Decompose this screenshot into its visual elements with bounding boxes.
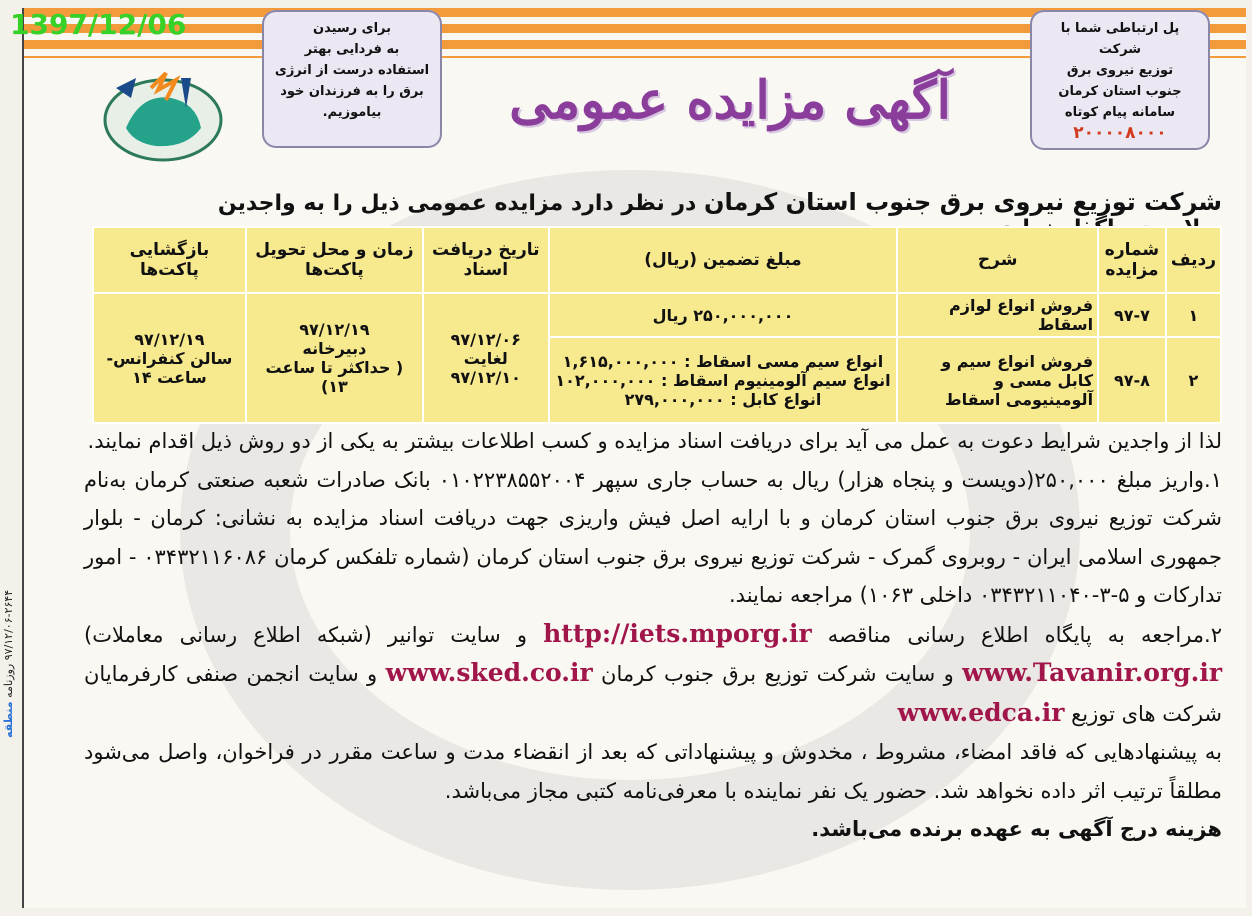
receive-date-line: لغایت	[463, 348, 508, 368]
paragraph: لذا از واجدین شرایط دعوت به عمل می آید برای دریافت اسناد مزایده و کسب اطلاعات بیشتر به یکی از دو روش ذیل اقدام نمایند.	[87, 429, 1222, 453]
iets-link[interactable]: http://iets.mporg.ir	[543, 618, 812, 648]
edca-link[interactable]: www.edca.ir	[897, 697, 1065, 727]
slogan-line: بیاموزیم.	[322, 105, 382, 120]
header-opening: بازگشایی پاکت‌ها	[93, 227, 246, 293]
paragraph-text: و سایت شرکت توزیع برق جنوب کرمان	[601, 662, 954, 686]
final-note: هزینه درج آگهی به عهده برنده می‌باشد.	[811, 817, 1222, 841]
row-number: ۱	[1166, 293, 1221, 337]
header-auction-number: شماره مزایده	[1098, 227, 1166, 293]
header-row-number: ردیف	[1166, 227, 1221, 293]
description: فروش انواع لوازم اسقاط	[897, 293, 1098, 337]
delivery-line: ( حداکثر تا ساعت ۱۳)	[265, 358, 404, 396]
sms-info-box	[1030, 10, 1210, 150]
side-paper: روزنامه	[2, 663, 15, 699]
paragraph	[84, 615, 1222, 734]
table-row	[93, 293, 1221, 337]
slogan-line: به فردایی بهتر	[304, 42, 400, 57]
slogan-line: برق را به فرزندان خود	[280, 84, 424, 99]
amount-line: انواع کابل : ۲۷۹,۰۰۰,۰۰۰	[624, 389, 822, 409]
side-code: ۹۷/۱۲/۰۶-۲۶۴۴	[2, 590, 15, 661]
guarantee-amount	[549, 337, 898, 423]
power-company-logo-icon	[96, 68, 230, 164]
paragraph-text: ۲.مراجعه به پایگاه اطلاع رسانی مناقصه	[827, 622, 1222, 647]
delivery-line: دبیرخانه	[302, 339, 367, 358]
intro-sentence: در نظر دارد مزایده عمومی ذیل را به واجدین	[217, 191, 697, 216]
receive-date-line: ۹۷/۱۲/۰۶	[450, 329, 521, 349]
paragraph: ۱.واریز مبلغ ۲۵۰,۰۰۰(دویست و پنجاه هزار) ریال به حساب جاری سپهر ۰۱۰۲۲۳۸۵۵۲۰۰۴ بانک صادرات شعبه صنعتی کرمان به‌نام شرکت توزیع نیروی برق جنوب استان کرمان و با ارایه اصل فیش واریزی جهت دریافت اسناد مزایده به نشانی: کرمان - بلوار جمهوری اسلامی ایران - روبروی گمرک - شرکت توزیع نیروی برق جنوب استان کرمان (شماره تلفکس کرمان ۰۳۴۳۲۱۱۶۰۸۶ - امور تدارکات و ۵-۳-۰۳۴۳۲۱۱۰۴۰ داخلی ۱۰۶۳) مراجعه نمایند.	[84, 467, 1223, 607]
notice-body	[84, 422, 1222, 849]
sms-line: پل ارتباطی شما با شرکت	[1060, 21, 1180, 57]
amount-line: انواع سیم آلومینیوم اسقاط : ۱۰۲,۰۰۰,۰۰۰	[555, 370, 891, 390]
row-number: ۲	[1166, 337, 1221, 423]
page-title: آگهی مزایده عمومی	[509, 70, 951, 131]
amount-line: انواع سیم مسی اسقاط : ۱,۶۱۵,۰۰۰,۰۰۰	[562, 351, 884, 371]
table-header-row	[93, 227, 1221, 293]
tavanir-link[interactable]: www.Tavanir.org.ir	[962, 658, 1223, 687]
opening-info	[93, 293, 246, 423]
header-guarantee-amount: مبلغ تضمین (ریال)	[549, 227, 898, 293]
side-brand: منطقه	[2, 701, 15, 739]
sked-link[interactable]: www.sked.co.ir	[385, 658, 593, 687]
header-receive-date: تاریخ دریافت اسناد	[423, 227, 549, 293]
paragraph: به پیشنهادهایی که فاقد امضاء، مشروط ، مخدوش و پیشنهاداتی که بعد از انقضاء مدت و ساعت مقرر در فراخوان، واصل می‌شود مطلقاً ترتیب اثر داده نخواهد شد. حضور یک نفر نماینده با معرفی‌نامه کتبی مجاز می‌باشد.	[84, 740, 1222, 803]
receive-date-line: ۹۷/۱۲/۱۰	[450, 367, 521, 387]
newspaper-side-label	[2, 590, 20, 840]
opening-line: ساعت ۱۴	[132, 367, 207, 387]
receive-date	[423, 293, 549, 423]
sms-line: توزیع نیروی برق	[1066, 63, 1174, 78]
opening-line: ۹۷/۱۲/۱۹	[134, 329, 205, 349]
company-name: شرکت توزیع نیروی برق جنوب استان کرمان	[704, 188, 1222, 216]
header-description: شرح	[897, 227, 1098, 293]
auction-number: ۹۷-۸	[1098, 337, 1166, 423]
paragraph-text: و سایت انجمن صنفی کارفرمایان شرکت های توزیع	[84, 662, 1222, 726]
opening-line: سالن کنفرانس-	[106, 348, 233, 368]
sms-line: جنوب استان کرمان	[1058, 84, 1182, 99]
sms-number: ۲۰۰۰۰۸۰۰۰	[1073, 123, 1167, 143]
delivery-info	[246, 293, 423, 423]
date-stamp: 1397/12/06	[10, 8, 187, 41]
energy-slogan-box	[262, 10, 442, 148]
sms-line: سامانه پیام کوتاه	[1064, 105, 1176, 120]
auction-number: ۹۷-۷	[1098, 293, 1166, 337]
auction-table	[92, 226, 1222, 424]
guarantee-amount: ۲۵۰,۰۰۰,۰۰۰ ریال	[549, 293, 898, 337]
delivery-line: ۹۷/۱۲/۱۹	[299, 320, 370, 339]
slogan-line: برای رسیدن	[312, 21, 392, 36]
description: فروش انواع سیم و کابل مسی و آلومینیومی اسقاط	[897, 337, 1098, 423]
paragraph-text: و سایت توانیر (شبکه اطلاع رسانی معاملات)	[84, 622, 527, 647]
slogan-line: استفاده درست از انرژی	[274, 63, 430, 78]
header-delivery: زمان و محل تحویل پاکت‌ها	[246, 227, 423, 293]
